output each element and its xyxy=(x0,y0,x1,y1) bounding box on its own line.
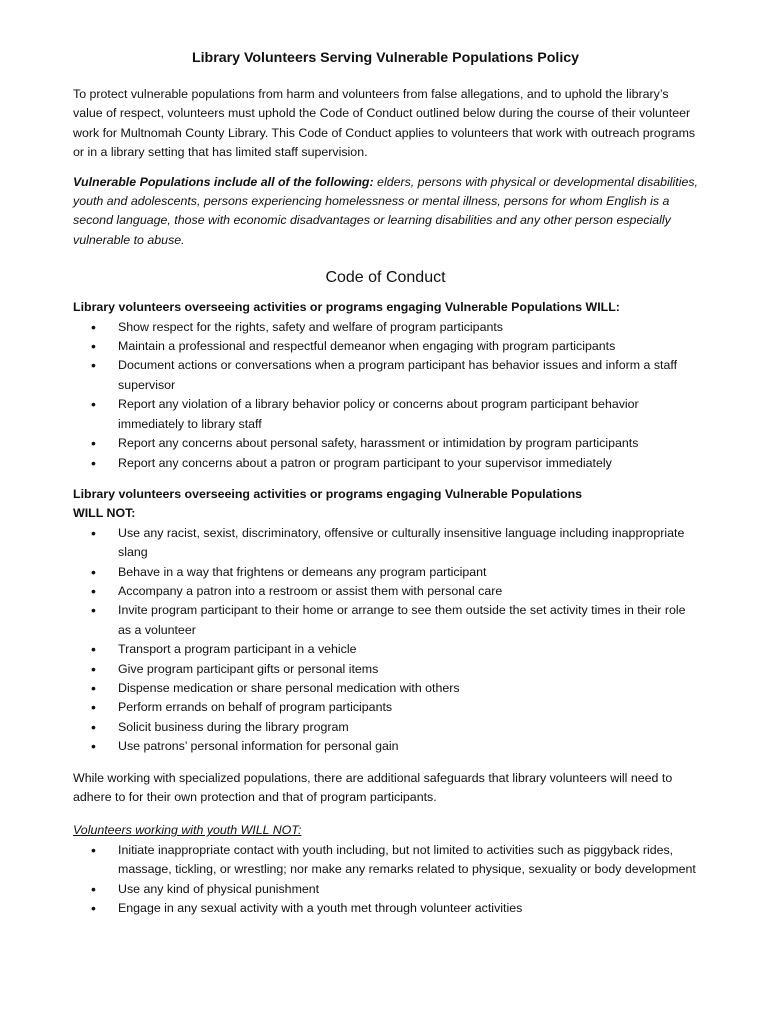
intro-paragraph: To protect vulnerable populations from harm and volunteers from false allegations, and to uphold the library’s value of respect, volunteers must uphold the Code of Conduct outlined below during the course of their volunteer work for Multnomah County Library. This Code of Conduct applies to volunteers that work with outreach programs or in a library setting that has limited staff supervision. xyxy=(73,87,696,160)
will-not-heading xyxy=(73,485,698,524)
list-item: • Report any violation of a library behavior policy or concerns about program participant behavior immediately to library staff xyxy=(73,395,698,434)
page-title: Library Volunteers Serving Vulnerable Populations Policy xyxy=(191,50,580,66)
vulnerable-populations-label: Vulnerable Populations include all of the following: xyxy=(73,174,374,189)
code-of-conduct-title: Code of Conduct xyxy=(325,269,446,287)
list-item: • Use any racist, sexist, discriminatory, offensive or culturally insensitive language including inappropriate slang xyxy=(73,524,698,563)
list-item: • Invite program participant to their home or arrange to see them outside the set activity times in their role as a volunteer xyxy=(73,601,698,640)
youth-heading: Volunteers working with youth WILL NOT: xyxy=(73,823,302,838)
will-not-list xyxy=(73,524,698,757)
will-not-heading-line1: Library volunteers overseeing activities or programs engaging Vulnerable Populations xyxy=(73,486,583,501)
will-list xyxy=(73,318,698,473)
list-item: • Accompany a patron into a restroom or assist them with personal care xyxy=(73,582,698,601)
list-item: • Use patrons’ personal information for personal gain xyxy=(73,737,698,756)
list-item: • Report any concerns about a patron or program participant to your supervisor immediately xyxy=(73,454,698,473)
list-item: • Solicit business during the library program xyxy=(73,718,698,737)
will-not-heading-line2: WILL NOT: xyxy=(73,506,136,521)
list-item: • Behave in a way that frightens or demeans any program participant xyxy=(73,563,698,582)
list-item: • Document actions or conversations when a program participant has behavior issues and inform a staff supervisor xyxy=(73,356,698,395)
list-item: • Transport a program participant in a vehicle xyxy=(73,640,698,659)
vulnerable-populations-text: elders, persons with physical or developmental disabilities, youth and adolescents, persons experiencing homelessness or mental illness, persons for whom English is a second language, those with economic disadvantages or learning disabilities and any other person especially vulnerable to abuse. xyxy=(73,174,698,247)
list-item: • Initiate inappropriate contact with youth including, but not limited to activities such as piggyback rides, massage, tickling, or wrestling; nor make any remarks related to physique, sexuality or body development xyxy=(73,841,698,880)
list-item: • Use any kind of physical punishment xyxy=(73,880,698,899)
youth-list xyxy=(73,841,698,919)
will-heading: Library volunteers overseeing activities or programs engaging Vulnerable Populations WILL: xyxy=(73,300,620,315)
vulnerable-populations-paragraph xyxy=(73,173,698,251)
list-item: • Give program participant gifts or personal items xyxy=(73,660,698,679)
list-item: • Dispense medication or share personal medication with others xyxy=(73,679,698,698)
list-item: • Perform errands on behalf of program participants xyxy=(73,698,698,717)
list-item: • Engage in any sexual activity with a youth met through volunteer activities xyxy=(73,899,698,918)
list-item: • Show respect for the rights, safety and welfare of program participants xyxy=(73,318,698,337)
safeguards-paragraph: While working with specialized populations, there are additional safeguards that library volunteers will need to adhere to for their own protection and that of program participants. xyxy=(73,770,673,804)
list-item: • Report any concerns about personal safety, harassment or intimidation by program participants xyxy=(73,434,698,453)
list-item: • Maintain a professional and respectful demeanor when engaging with program participants xyxy=(73,337,698,356)
document-page xyxy=(73,48,698,930)
